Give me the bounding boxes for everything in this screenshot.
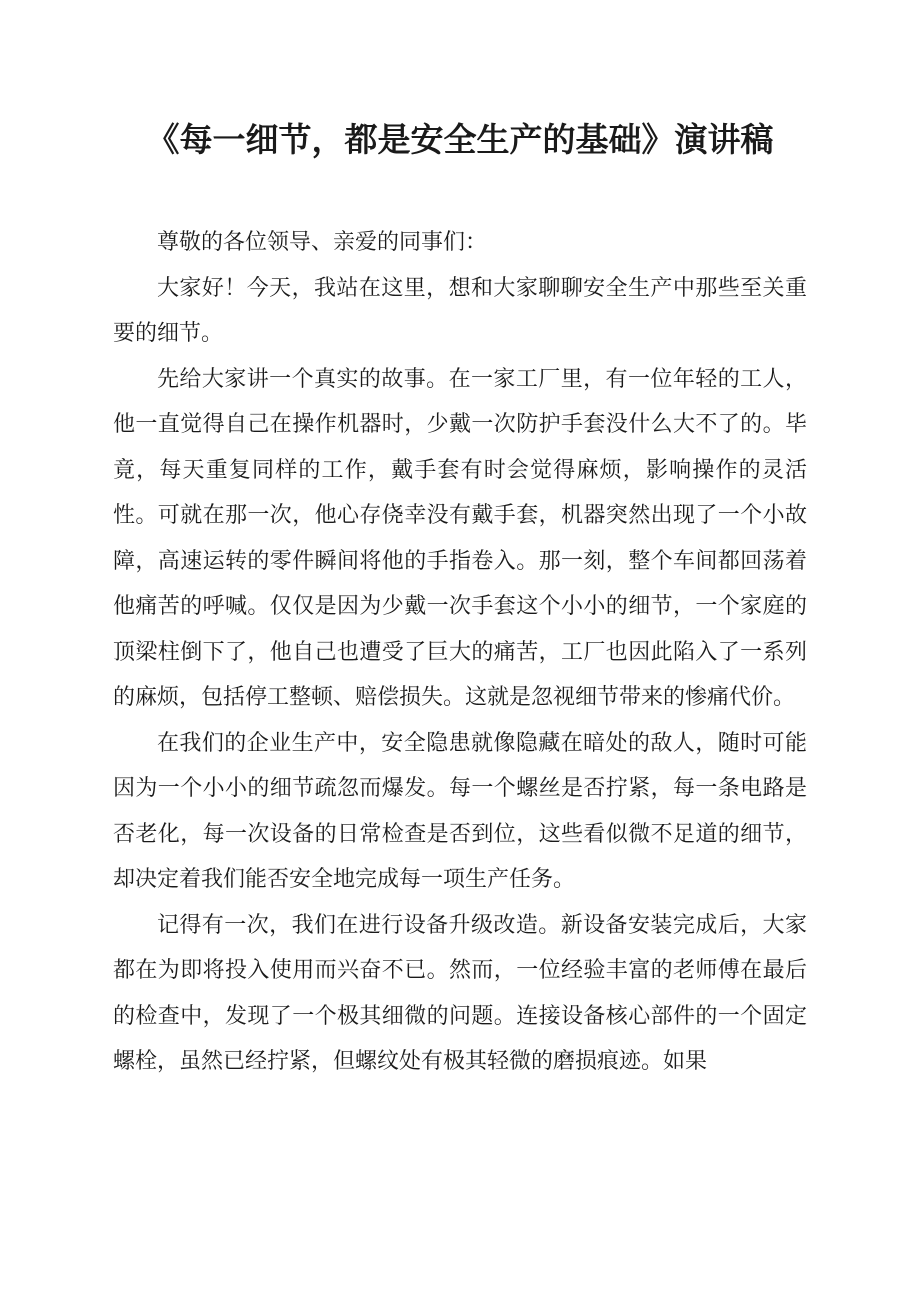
page-title: 《每一细节，都是安全生产的基础》演讲稿 — [146, 120, 774, 159]
paragraph-hazards: 在我们的企业生产中，安全隐患就像隐藏在暗处的敌人，随时可能因为一个小小的细节疏忽而爆发。每一个螺丝是否拧紧，每一条电路是否老化，每一次设备的日常检查是否到位，这些看似微不足道的细节，却决定着我们能否安全地完成每一项生产任务。 — [113, 730, 807, 892]
speech-body — [113, 220, 807, 1085]
paragraph-opening: 大家好！今天，我站在这里，想和大家聊聊安全生产中那些至关重要的细节。 — [113, 275, 807, 346]
paragraph-upgrade: 记得有一次，我们在进行设备升级改造。新设备安装完成后，大家都在为即将投入使用而兴奋不已。然而，一位经验丰富的老师傅在最后的检查中，发现了一个极其细微的问题。连接设备核心部件的一个固定螺栓，虽然已经拧紧，但螺纹处有极其轻微的磨损痕迹。如果 — [113, 912, 807, 1074]
paragraph-story: 先给大家讲一个真实的故事。在一家工厂里，有一位年轻的工人，他一直觉得自己在操作机器时，少戴一次防护手套没什么大不了的。毕竟，每天重复同样的工作，戴手套有时会觉得麻烦，影响操作的灵活性。可就在那一次，他心存侥幸没有戴手套，机器突然出现了一个小故障，高速运转的零件瞬间将他的手指卷入。那一刻，整个车间都回荡着他痛苦的呼喊。仅仅是因为少戴一次手套这个小小的细节，一个家庭的顶梁柱倒下了，他自己也遭受了巨大的痛苦，工厂也因此陷入了一系列的麻烦，包括停工整顿、赔偿损失。这就是忽视细节带来的惨痛代价。 — [113, 366, 807, 710]
paragraph-greeting: 尊敬的各位领导、亲爱的同事们： — [157, 230, 488, 255]
